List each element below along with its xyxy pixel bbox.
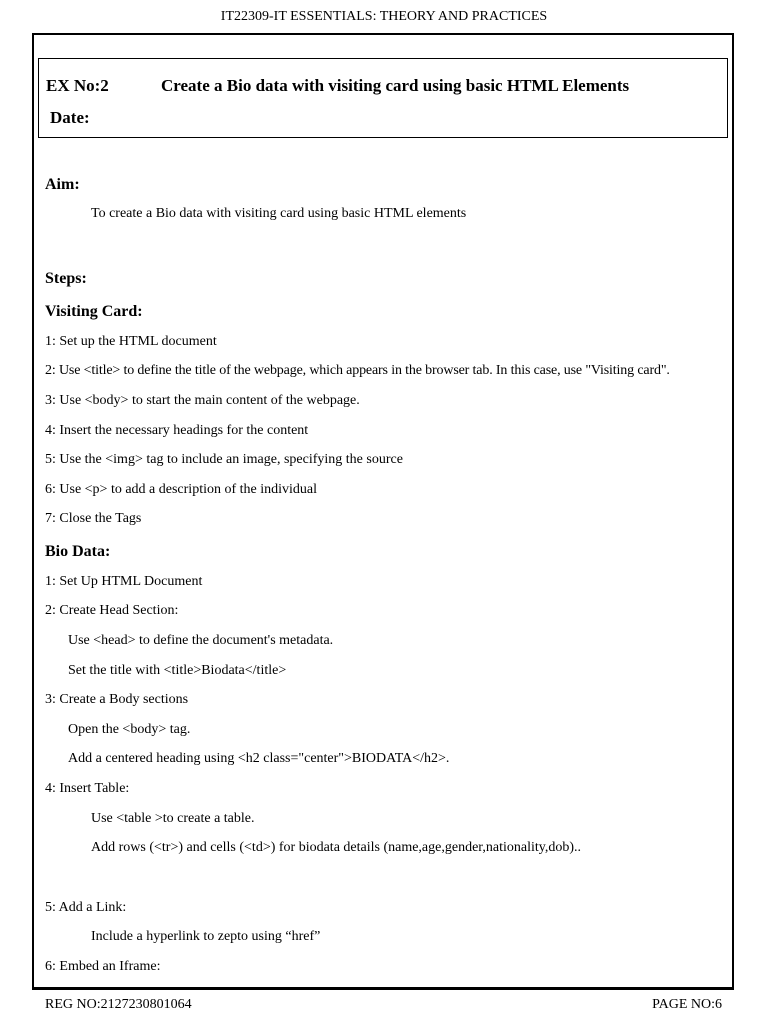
bio-data-line: Use <table >to create a table.	[91, 811, 255, 826]
visiting-card-step: 7: Close the Tags	[45, 511, 142, 526]
bio-data-line: Add a centered heading using <h2 class="center">BIODATA</h2>.	[68, 751, 450, 766]
date-label: Date:	[50, 108, 90, 127]
visiting-card-step: 2: Use <title> to define the title of the webpage, which appears in the browser tab. In this case, use "Visiting card".	[45, 363, 670, 378]
visiting-card-step: 1: Set up the HTML document	[45, 334, 217, 349]
course-header: IT22309-IT ESSENTIALS: THEORY AND PRACTICES	[220, 9, 548, 24]
bio-data-line: Use <head> to define the document's metadata.	[68, 633, 334, 648]
bio-data-line: 2: Create Head Section:	[45, 603, 179, 618]
reg-number: REG NO:2127230801064	[45, 997, 192, 1012]
exercise-title: Create a Bio data with visiting card using basic HTML Elements	[161, 76, 630, 95]
bio-data-line: 5: Add a Link:	[45, 900, 127, 915]
steps-heading: Steps:	[45, 270, 87, 287]
aim-heading: Aim:	[45, 176, 80, 193]
aim-text: To create a Bio data with visiting card using basic HTML elements	[91, 206, 467, 221]
bio-data-line: Include a hyperlink to zepto using “href”	[91, 929, 321, 944]
visiting-card-step: 5: Use the <img> tag to include an image, specifying the source	[45, 452, 403, 467]
exercise-title-box	[38, 58, 728, 138]
bio-data-line: 6: Embed an Iframe:	[45, 959, 161, 974]
bio-data-line: Set the title with <title>Biodata</title>	[68, 663, 287, 678]
bio-data-heading: Bio Data:	[45, 543, 111, 560]
bio-data-line: 1: Set Up HTML Document	[45, 574, 203, 589]
bio-data-line: 4: Insert Table:	[45, 781, 130, 796]
visiting-card-step: 3: Use <body> to start the main content of the webpage.	[45, 393, 360, 408]
exercise-number: EX No:2	[46, 76, 109, 95]
bio-data-line: Add rows (<tr>) and cells (<td>) for biodata details (name,age,gender,nationality,dob)..	[91, 840, 582, 855]
page-number: PAGE NO:6	[652, 997, 722, 1012]
visiting-card-step: 6: Use <p> to add a description of the individual	[45, 482, 318, 497]
bio-data-line: Open the <body> tag.	[68, 722, 191, 737]
visiting-card-step: 4: Insert the necessary headings for the content	[45, 423, 309, 438]
bio-data-line: 3: Create a Body sections	[45, 692, 189, 707]
visiting-card-heading: Visiting Card:	[45, 303, 143, 320]
